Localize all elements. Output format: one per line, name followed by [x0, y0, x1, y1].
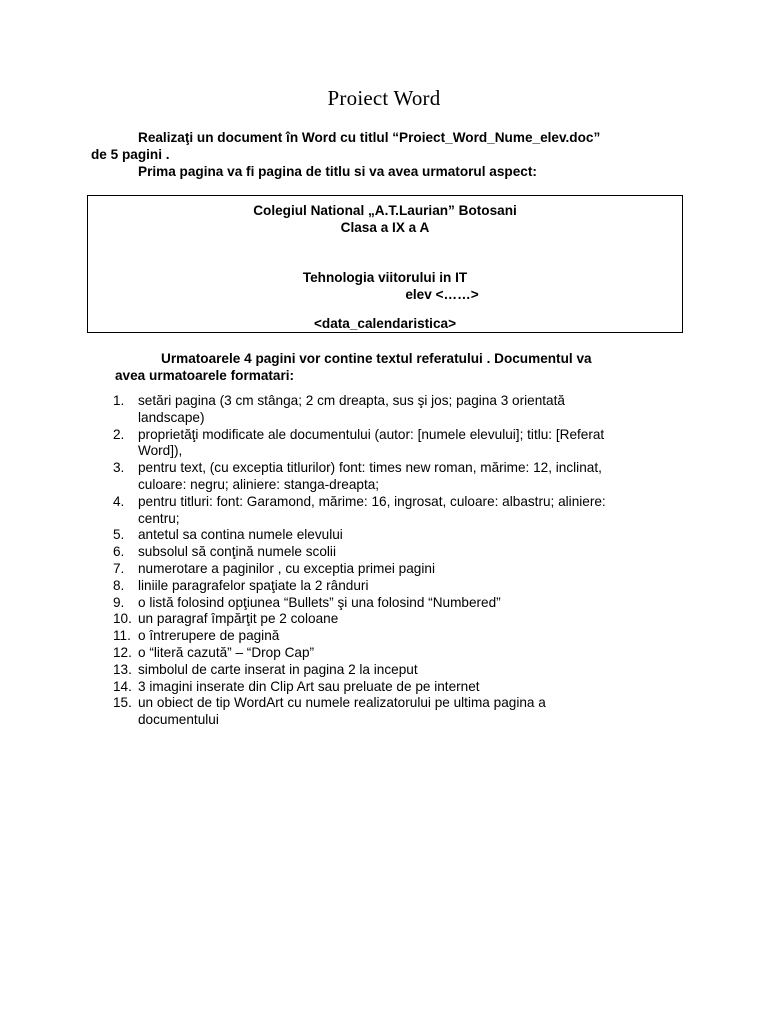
list-item-number: 14.	[113, 678, 132, 694]
list-item-text: un paragraf împărţit pe 2 coloane	[138, 611, 339, 627]
list-item	[113, 645, 683, 662]
list-item-number: 15.	[113, 695, 132, 711]
list-item	[113, 611, 683, 628]
list-item	[113, 460, 683, 494]
list-item-text: culoare: negru; aliniere: stanga-dreapta;	[138, 476, 380, 492]
list-item-text: proprietăţi modificate ale documentului (autor: [numele elevului]; titlu: [Referat	[138, 426, 605, 442]
list-item-text: centru;	[138, 510, 180, 526]
list-item-number: 4.	[113, 493, 125, 509]
list-item-text: o întrerupere de pagină	[138, 628, 280, 644]
page-title: Proiect Word	[327, 86, 441, 110]
list-item	[113, 494, 683, 528]
intro-line-1: Realizaţi un document în Word cu titlul “Proiect_Word_Nume_elev.doc”	[138, 130, 601, 145]
requirements-list	[113, 393, 683, 729]
list-item-number: 12.	[113, 644, 132, 660]
list-item-number: 1.	[113, 393, 125, 408]
list-item-text: un obiect de tip WordArt cu numele realizatorului pe ultima pagina a	[138, 695, 546, 711]
list-item	[113, 544, 683, 561]
list-item-text: subsolul să conţină numele scolii	[138, 544, 336, 560]
list-item-number: 6.	[113, 544, 125, 560]
requirements-intro-line-1: Urmatoarele 4 pagini vor contine textul referatului . Documentul va	[161, 351, 592, 366]
list-item	[113, 427, 683, 461]
list-item-text: numerotare a paginilor , cu exceptia primei pagini	[138, 560, 435, 576]
list-item-text: landscape)	[138, 409, 205, 425]
list-item-text: 3 imagini inserate din Clip Art sau preluate de pe internet	[138, 678, 480, 694]
list-item-number: 5.	[113, 527, 125, 543]
list-item	[113, 628, 683, 645]
list-item-number: 2.	[113, 426, 125, 442]
list-item-text: antetul sa contina numele elevului	[138, 527, 343, 543]
list-item-number: 11.	[113, 628, 131, 644]
list-item-text: documentului	[138, 712, 219, 728]
requirements-intro-line-2: avea urmatoarele formatari:	[115, 368, 295, 383]
box-date: <data_calendaristica>	[313, 316, 457, 331]
list-item-text: o “literă cazută” – “Drop Cap”	[138, 644, 315, 660]
list-item-text: setări pagina (3 cm stânga; 2 cm dreapta, sus şi jos; pagina 3 orientată	[138, 393, 565, 408]
list-item	[113, 527, 683, 544]
box-student: elev <……>	[405, 287, 479, 302]
list-item-text: o listă folosind opţiunea “Bullets” şi una folosind “Numbered”	[138, 594, 501, 610]
list-item	[113, 679, 683, 696]
list-item-number: 7.	[113, 560, 125, 576]
list-item	[113, 695, 683, 729]
list-item-number: 8.	[113, 577, 125, 593]
list-item-text: pentru titluri: font: Garamond, mărime: 16, ingrosat, culoare: albastru; aliniere:	[138, 493, 606, 509]
box-class: Clasa a IX a A	[340, 220, 430, 235]
box-topic: Tehnologia viitorului in IT	[302, 270, 468, 285]
list-item-number: 10.	[113, 611, 132, 627]
list-item	[113, 662, 683, 679]
list-item-text: pentru text, (cu exceptia titlurilor) font: times new roman, mărime: 12, inclinat,	[138, 460, 602, 476]
list-item	[113, 595, 683, 612]
list-item-number: 3.	[113, 460, 125, 476]
list-item-number: 13.	[113, 661, 132, 677]
list-item	[113, 393, 683, 427]
list-item	[113, 561, 683, 578]
list-item-number: 9.	[113, 594, 125, 610]
intro-line-2: de 5 pagini .	[91, 147, 170, 162]
list-item-text: Word]),	[138, 443, 183, 459]
intro-paragraph	[91, 129, 691, 180]
box-school-name: Colegiul National „A.T.Laurian” Botosani	[253, 203, 517, 218]
title-page-box	[87, 195, 683, 333]
list-item-text: simbolul de carte inserat in pagina 2 la inceput	[138, 661, 418, 677]
intro-line-3: Prima pagina va fi pagina de titlu si va avea urmatorul aspect:	[138, 164, 537, 179]
list-item	[113, 578, 683, 595]
list-item-text: liniile paragrafelor spaţiate la 2 rânduri	[138, 577, 369, 593]
requirements-intro	[115, 350, 675, 384]
